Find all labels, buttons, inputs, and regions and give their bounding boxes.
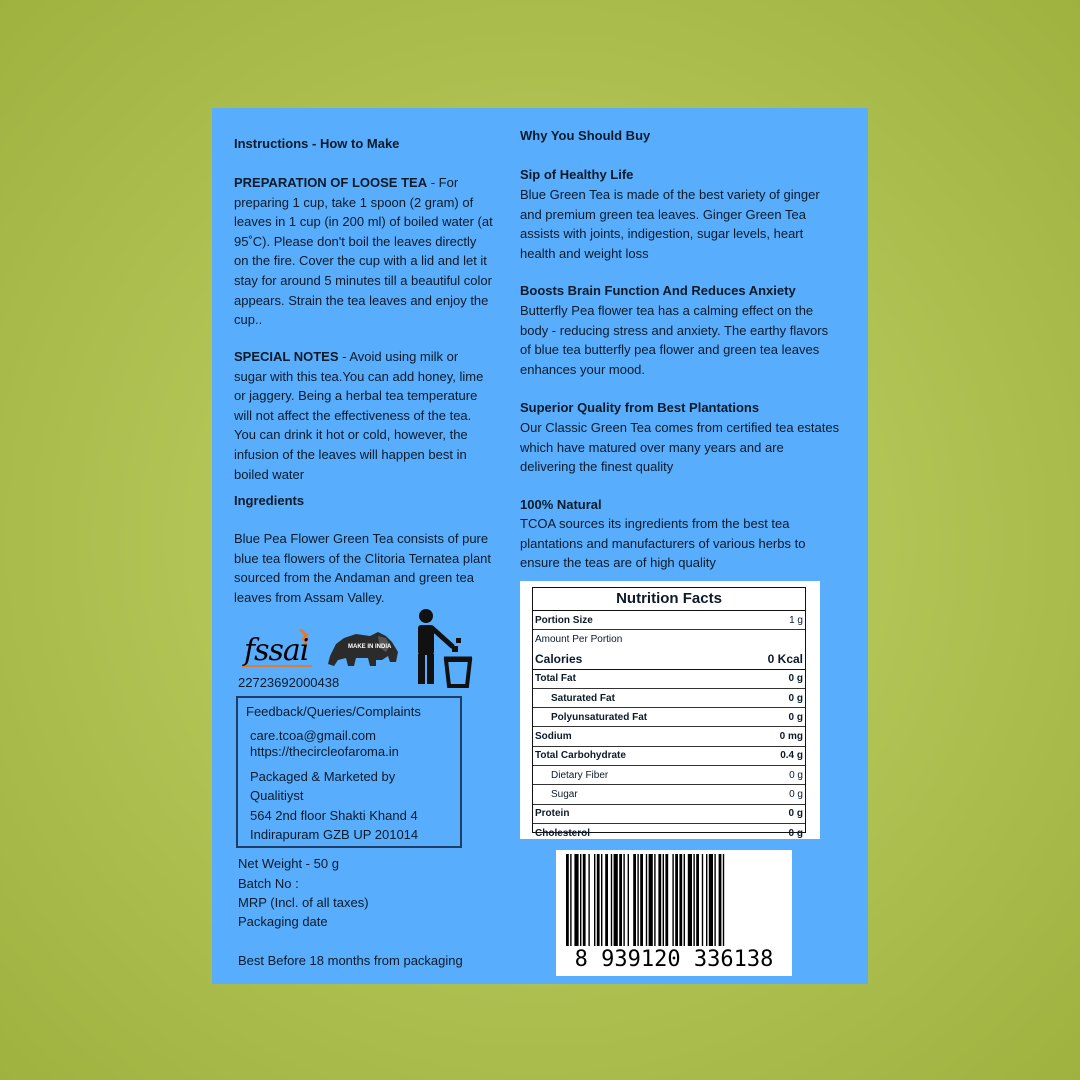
nutrition-row xyxy=(533,727,805,746)
nutrition-label: Portion Size xyxy=(535,614,593,626)
barcode-digits: 8 939120 336138 xyxy=(574,947,774,972)
barcode-bar xyxy=(654,854,655,946)
calories-value: 0 Kcal xyxy=(767,651,803,666)
nutrition-label: Polyunsaturated Fat xyxy=(551,711,648,723)
section-title: Sip of Healthy Life xyxy=(520,167,634,182)
feedback-box xyxy=(236,696,462,848)
barcode-bar xyxy=(684,854,685,946)
barcode-bar xyxy=(574,854,578,946)
barcode xyxy=(556,850,792,976)
address-line-2: Indirapuram GZB UP 201014 xyxy=(250,827,419,842)
barcode-bar xyxy=(723,854,724,946)
nutrition-value: 0 g xyxy=(789,769,803,781)
nutrition-value: 0 g xyxy=(788,808,803,820)
calories-label: Calories xyxy=(535,651,583,666)
mrp-label: MRP (Incl. of all taxes) xyxy=(238,895,369,910)
ingredients-title: Ingredients xyxy=(234,493,305,508)
ingredients-text: Blue Pea Flower Green Tea consists of pure blue tea flowers of the Clitoria Ternatea plant sourced from the Andaman and green tea leaves from Assam Valley. xyxy=(234,531,492,605)
barcode-bar xyxy=(706,854,707,946)
nutrition-label: Total Fat xyxy=(535,673,576,685)
make-in-india-lion-icon xyxy=(326,626,404,670)
preparation-paragraph xyxy=(234,173,494,330)
company-name: Qualitiyst xyxy=(250,788,304,803)
barcode-bar xyxy=(714,854,715,946)
barcode-bar xyxy=(619,854,622,946)
net-weight: Net Weight - 50 g xyxy=(238,856,339,871)
barcode-bar xyxy=(594,854,595,946)
barcode-bar xyxy=(614,854,618,946)
nutrition-row xyxy=(533,670,805,689)
nutrition-value: 0 mg xyxy=(779,731,803,743)
nutrition-label: Total Carbohydrate xyxy=(535,750,626,762)
barcode-bar xyxy=(709,854,713,946)
nutrition-facts-title: Nutrition Facts xyxy=(533,588,805,611)
nutrition-value: 0 g xyxy=(788,692,803,704)
nutrition-label: Protein xyxy=(535,808,570,820)
nutrition-value: 1 g xyxy=(789,614,803,626)
barcode-bar xyxy=(646,854,647,946)
special-notes-text: - Avoid using milk or sugar with this tea.You can add honey, lime or jaggery. Being a herbal tea temperature will not affect the effectiveness of the tea. You can drink it hot or cold, however, the infusion of the leaves will happen best in boiled water xyxy=(234,349,484,482)
preparation-text: - For preparing 1 cup, take 1 spoon (2 gram) of leaves in 1 cup (in 200 ml) of boiled water (at 95˚C). Please don't boil the leaves directly on the fire. Cover the cup with a lid and let it stay for around 5 minutes till a beautiful color appears. Strain the tea leaves and enjoy the cup.. xyxy=(234,175,493,328)
nutrition-value: 0 g xyxy=(789,789,803,801)
nutrition-row xyxy=(533,611,805,630)
instructions-title: Instructions - How to Make xyxy=(234,136,400,151)
section-text: Our Classic Green Tea comes from certified tea estates which have matured over many years and are delivering the finest quality xyxy=(520,420,840,475)
why-buy-title: Why You Should Buy xyxy=(520,128,651,143)
nutrition-facts-table xyxy=(532,587,806,839)
barcode-bar xyxy=(570,854,571,946)
nutrition-label: Amount Per Portion xyxy=(535,633,623,645)
fssai-logo xyxy=(242,626,316,670)
nutrition-value: 0.4 g xyxy=(780,750,803,762)
barcode-bar xyxy=(580,854,581,946)
nutrition-row xyxy=(533,630,805,648)
special-notes-paragraph xyxy=(234,347,494,484)
nutrition-row xyxy=(533,785,805,804)
barcode-bar xyxy=(623,854,624,946)
nutrition-row xyxy=(533,708,805,727)
nutrition-label: Sugar xyxy=(551,789,578,801)
barcode-bar xyxy=(688,854,692,946)
barcode-bar xyxy=(601,854,602,946)
barcode-bar xyxy=(637,854,638,946)
section-title: 100% Natural xyxy=(520,497,602,512)
fssai-logo-text: fssai xyxy=(244,633,309,668)
packaging-date: Packaging date xyxy=(238,914,328,929)
barcode-bar xyxy=(628,854,629,946)
nutrition-row xyxy=(533,824,805,842)
section-title: Boosts Brain Function And Reduces Anxiety xyxy=(520,283,796,298)
nutrition-value: 0 g xyxy=(788,673,803,685)
barcode-bar xyxy=(649,854,653,946)
feedback-website: https://thecircleofaroma.in xyxy=(250,744,399,759)
nutrition-row xyxy=(533,649,805,670)
barcode-bar xyxy=(633,854,636,946)
section-title: Superior Quality from Best Plantations xyxy=(520,400,760,415)
nutrition-row xyxy=(533,747,805,766)
product-label-panel xyxy=(212,108,868,984)
barcode-bar xyxy=(675,854,678,946)
nutrition-label: Sodium xyxy=(535,731,572,743)
batch-number: Batch No : xyxy=(238,876,299,891)
barcode-bar xyxy=(566,854,569,946)
barcode-bar xyxy=(719,854,722,946)
barcode-bar xyxy=(658,854,661,946)
barcode-bars-icon xyxy=(556,850,792,950)
best-before: Best Before 18 months from packaging xyxy=(238,953,463,968)
special-notes-label: SPECIAL NOTES xyxy=(234,349,339,364)
barcode-bar xyxy=(702,854,703,946)
nutrition-label: Saturated Fat xyxy=(551,692,615,704)
barcode-bar xyxy=(597,854,600,946)
nutrition-facts-panel xyxy=(520,581,820,839)
barcode-bar xyxy=(665,854,668,946)
feedback-email: care.tcoa@gmail.com xyxy=(250,728,376,743)
barcode-bar xyxy=(679,854,682,946)
barcode-bar xyxy=(611,854,612,946)
barcode-bar xyxy=(588,854,589,946)
packaged-by-label: Packaged & Marketed by xyxy=(250,769,396,784)
address-line-1: 564 2nd floor Shakti Khand 4 xyxy=(250,808,418,823)
barcode-bar xyxy=(696,854,699,946)
preparation-label: PREPARATION OF LOOSE TEA xyxy=(234,175,428,190)
nutrition-label: Cholesterol xyxy=(535,827,591,839)
nutrition-row xyxy=(533,689,805,708)
barcode-bar xyxy=(605,854,608,946)
barcode-bar xyxy=(663,854,664,946)
nutrition-value: 0 g xyxy=(788,827,803,839)
barcode-bar xyxy=(583,854,586,946)
dispose-properly-icon xyxy=(412,608,476,688)
feedback-title: Feedback/Queries/Complaints xyxy=(246,704,421,719)
nutrition-label: Dietary Fiber xyxy=(551,769,609,781)
fssai-license-number: 22723692000438 xyxy=(238,675,340,690)
section-text: TCOA sources its ingredients from the best tea plantations and manufacturers of various herbs to ensure the teas are of high quality xyxy=(520,516,806,571)
nutrition-row xyxy=(533,766,805,785)
nutrition-value: 0 g xyxy=(788,711,803,723)
nutrition-row xyxy=(533,805,805,824)
barcode-bar xyxy=(693,854,694,946)
section-text: Butterfly Pea flower tea has a calming effect on the body - reducing stress and anxiety. The earthy flavors of blue tea butterfly pea flower and green tea leaves enhances your mood. xyxy=(520,303,829,377)
barcode-bar xyxy=(640,854,643,946)
barcode-bar xyxy=(672,854,673,946)
make-in-india-text: MAKE IN INDIA xyxy=(348,644,392,650)
section-text: Blue Green Tea is made of the best variety of ginger and premium green tea leaves. Ginger Green Tea assists with joints, indigestion, sugar levels, heart health and weight loss xyxy=(520,187,820,261)
